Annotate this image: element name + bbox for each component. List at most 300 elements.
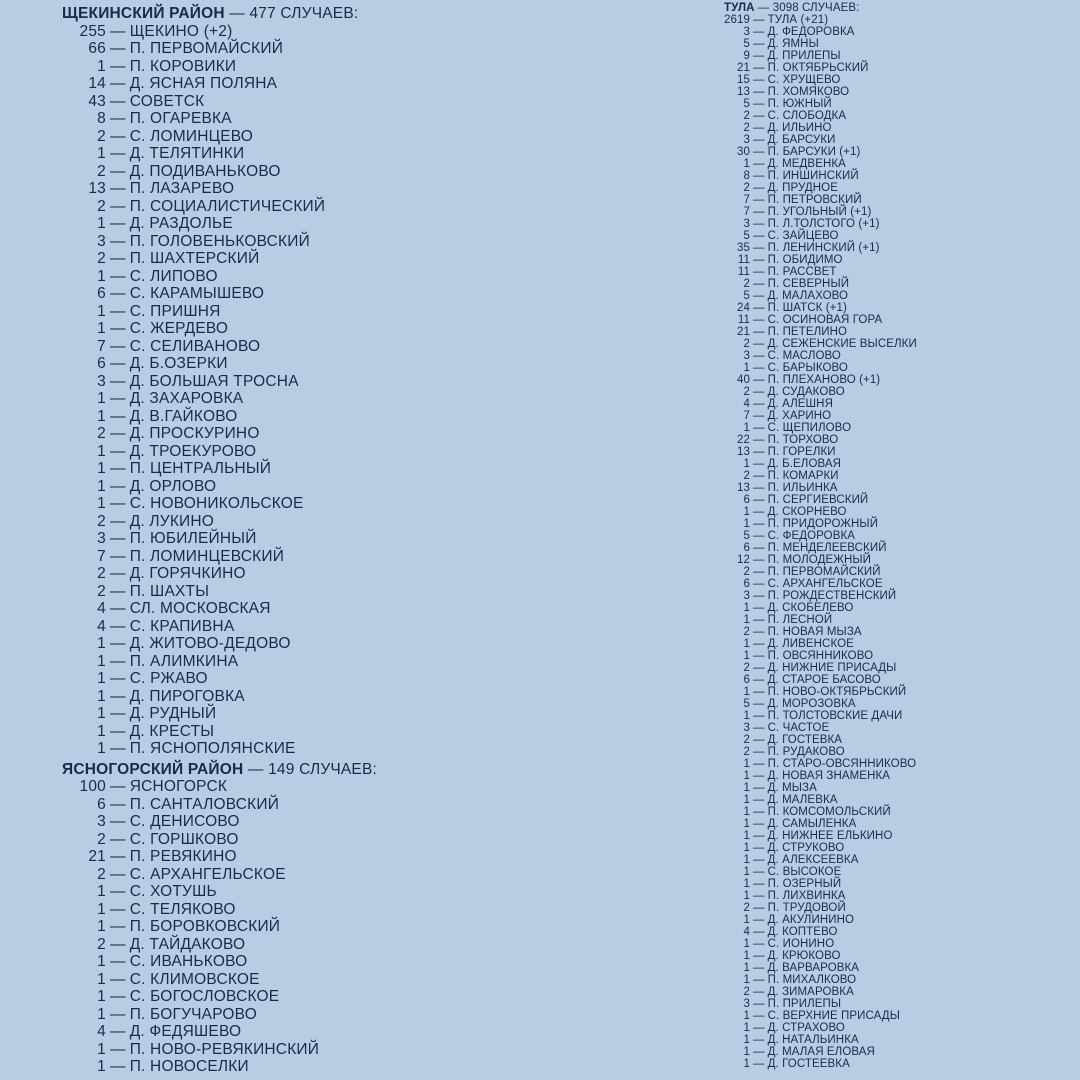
- locality-name: П. ОГАРЕВКА: [129, 110, 232, 127]
- list-item: [724, 86, 1074, 98]
- case-count: 6: [743, 494, 750, 506]
- dash-separator: —: [753, 182, 765, 194]
- dash-separator: —: [753, 866, 765, 878]
- case-count: 4: [97, 1023, 106, 1040]
- dash-separator: —: [753, 98, 765, 110]
- district-summary: — 3098 СЛУЧАЕВ:: [754, 2, 860, 14]
- case-count: 21: [737, 326, 750, 338]
- case-count: 2: [97, 582, 106, 600]
- dash-separator: —: [753, 650, 765, 662]
- list-item: [724, 938, 1074, 950]
- dash-separator: —: [110, 512, 126, 530]
- case-count: 1: [743, 1034, 750, 1046]
- case-count: 3: [743, 722, 750, 734]
- case-count: 1: [743, 1022, 750, 1034]
- case-count: 35: [737, 242, 750, 254]
- case-count: 1: [97, 495, 106, 512]
- dash-separator: —: [110, 865, 126, 883]
- case-count: 1: [743, 710, 750, 722]
- locality-name: Д. Б.ОЗЕРКИ: [129, 355, 228, 372]
- locality-name: П. ПЕРВОМАЙСКИЙ: [767, 566, 881, 578]
- dash-separator: —: [110, 57, 126, 75]
- dash-separator: —: [110, 425, 126, 442]
- case-count: 1: [743, 962, 750, 974]
- locality-name: ЩЕКИНО (+2): [129, 22, 233, 40]
- district-summary: — 477 СЛУЧАЕВ:: [224, 5, 359, 22]
- dash-separator: —: [753, 818, 765, 830]
- list-item: [724, 158, 1074, 170]
- case-count: 3: [743, 218, 750, 230]
- dash-separator: —: [110, 970, 126, 988]
- locality-name: Д. ЛУКИНО: [129, 512, 215, 530]
- locality-name: ТУЛА (+21): [767, 14, 829, 26]
- list-item: [62, 831, 602, 849]
- dash-separator: —: [753, 998, 765, 1010]
- locality-name: П. РАССВЕТ: [767, 266, 837, 278]
- dash-separator: —: [753, 422, 765, 434]
- list-item: [62, 390, 602, 408]
- locality-name: С. КАРАМЫШЕВО: [129, 285, 265, 302]
- case-count: 1: [97, 687, 106, 705]
- locality-name: Д. БОЛЬШАЯ ТРОСНА: [129, 372, 299, 390]
- locality-name: С. КРАПИВНА: [129, 617, 235, 635]
- case-count: 1: [743, 1058, 750, 1070]
- list-item: [724, 194, 1074, 206]
- list-item: [724, 302, 1074, 314]
- dash-separator: —: [753, 710, 765, 722]
- locality-name: П. СТАРО-ОВСЯННИКОВО: [767, 758, 917, 770]
- case-count: 1: [743, 878, 750, 890]
- locality-name: Д. МЫЗА: [767, 782, 817, 794]
- yasnogorsk-header: [62, 761, 602, 779]
- list-item: [724, 686, 1074, 698]
- case-count: 1: [97, 460, 106, 477]
- locality-name: С. СЛОБОДКА: [767, 110, 847, 122]
- district-title: ЯСНОГОРСКИЙ РАЙОН: [62, 760, 244, 778]
- list-item: [62, 478, 602, 496]
- list-item: [724, 326, 1074, 338]
- dash-separator: —: [753, 74, 765, 86]
- list-item: [62, 513, 602, 531]
- dash-separator: —: [753, 926, 765, 938]
- case-count: 3: [743, 134, 750, 146]
- dash-separator: —: [110, 127, 126, 145]
- locality-name: П. МИХАЛКОВО: [767, 974, 857, 986]
- dash-separator: —: [753, 590, 765, 602]
- list-item: [724, 206, 1074, 218]
- dash-separator: —: [753, 146, 765, 158]
- case-count: 1: [743, 974, 750, 986]
- case-count: 1: [97, 635, 106, 652]
- list-item: [62, 778, 602, 796]
- list-item: [724, 62, 1074, 74]
- dash-separator: —: [753, 830, 765, 842]
- case-count: 1: [97, 57, 106, 75]
- case-count: 1: [743, 866, 750, 878]
- dash-separator: —: [753, 470, 765, 482]
- case-count: 3: [97, 813, 106, 830]
- list-item: [724, 74, 1074, 86]
- case-count: 2: [743, 746, 750, 758]
- locality-name: Д. ВАРВАРОВКА: [767, 962, 860, 974]
- dash-separator: —: [110, 795, 126, 813]
- case-count: 14: [88, 75, 106, 92]
- list-item: [724, 278, 1074, 290]
- case-count: 1: [97, 740, 106, 757]
- right-column: [724, 2, 1074, 1070]
- locality-name: П. ЦЕНТРАЛЬНЫЙ: [129, 460, 272, 477]
- locality-name: П. НОВОСЕЛКИ: [129, 1058, 249, 1075]
- case-count: 6: [743, 578, 750, 590]
- list-item: [724, 122, 1074, 134]
- yasnogorsk-list: [62, 778, 602, 1076]
- list-item: [724, 434, 1074, 446]
- district-title: ЩЕКИНСКИЙ РАЙОН: [62, 5, 225, 22]
- list-item: [724, 374, 1074, 386]
- locality-name: П. ЯСНОПОЛЯНСКИЕ: [129, 740, 296, 757]
- locality-name: Д. ЗАХАРОВКА: [129, 390, 244, 407]
- dash-separator: —: [753, 902, 765, 914]
- list-item: [62, 495, 602, 513]
- case-count: 1: [97, 407, 106, 425]
- list-item: [62, 530, 602, 548]
- list-item: [724, 734, 1074, 746]
- case-count: 2: [743, 122, 750, 134]
- case-count: 1: [743, 770, 750, 782]
- list-item: [62, 128, 602, 146]
- dash-separator: —: [110, 477, 126, 495]
- list-item: [724, 50, 1074, 62]
- locality-name: Д. ФЕДОРОВКА: [767, 26, 855, 38]
- case-count: 12: [737, 554, 750, 566]
- dash-separator: —: [753, 122, 765, 134]
- list-item: [724, 110, 1074, 122]
- locality-name: Д. ЖИТОВО-ДЕДОВО: [129, 635, 291, 652]
- dash-separator: —: [110, 355, 126, 372]
- dash-separator: —: [753, 398, 765, 410]
- case-count: 13: [737, 86, 750, 98]
- dash-separator: —: [110, 337, 126, 355]
- dash-separator: —: [110, 547, 126, 565]
- locality-name: П. ТОРХОВО: [767, 434, 839, 446]
- list-item: [724, 794, 1074, 806]
- list-item: [62, 58, 602, 76]
- case-count: 4: [743, 398, 750, 410]
- locality-name: С. ИВАНЬКОВО: [129, 953, 248, 970]
- list-item: [724, 446, 1074, 458]
- locality-name: Д. МАЛАХОВО: [767, 290, 849, 302]
- locality-name: П. ТРУДОВОЙ: [767, 902, 846, 914]
- locality-name: Д. ПРОСКУРИНО: [129, 425, 260, 442]
- case-count: 3: [97, 530, 106, 547]
- locality-name: ЯСНОГОРСК: [129, 778, 228, 795]
- locality-name: Д. МАЛАЯ ЕЛОВАЯ: [767, 1046, 875, 1058]
- list-item: [62, 355, 602, 373]
- dash-separator: —: [753, 722, 765, 734]
- locality-name: Д. СУДАКОВО: [767, 386, 845, 398]
- case-count: 1: [743, 890, 750, 902]
- dash-separator: —: [110, 1040, 126, 1058]
- locality-name: С. БАРЫКОВО: [767, 362, 848, 374]
- dash-separator: —: [753, 674, 765, 686]
- locality-name: Д. СКОРНЕВО: [767, 506, 847, 518]
- dash-separator: —: [753, 566, 765, 578]
- dash-separator: —: [110, 390, 126, 407]
- dash-separator: —: [753, 362, 765, 374]
- locality-name: П. ГОРЕЛКИ: [767, 446, 836, 458]
- dash-separator: —: [110, 778, 126, 795]
- list-item: [62, 443, 602, 461]
- case-count: 6: [97, 795, 106, 813]
- locality-name: Д. ЯМНЫ: [767, 38, 819, 50]
- locality-name: Д. ГОСТЕЕВКА: [767, 1058, 850, 1070]
- locality-name: П. ТОЛСТОВСКИЕ ДАЧИ: [767, 710, 903, 722]
- case-count: 2: [743, 566, 750, 578]
- case-count: 1: [97, 267, 106, 285]
- dash-separator: —: [753, 26, 765, 38]
- list-item: [62, 971, 602, 989]
- list-item: [62, 320, 602, 338]
- list-item: [724, 218, 1074, 230]
- dash-separator: —: [110, 232, 126, 250]
- case-count: 1: [743, 818, 750, 830]
- list-item: [724, 578, 1074, 590]
- case-count: 1: [743, 758, 750, 770]
- list-item: [62, 848, 602, 866]
- locality-name: П. КОМСОМОЛЬСКИЙ: [767, 806, 891, 818]
- locality-name: Д. МАЛЕВКА: [767, 794, 838, 806]
- locality-name: П. ИЛЬИНКА: [767, 482, 838, 494]
- case-count: 13: [737, 482, 750, 494]
- case-count: 1: [743, 794, 750, 806]
- list-item: [62, 460, 602, 478]
- case-count: 3: [97, 232, 106, 250]
- locality-name: П. САНТАЛОВСКИЙ: [129, 795, 280, 813]
- dash-separator: —: [753, 638, 765, 650]
- locality-name: П. БОРОВКОВСКИЙ: [129, 918, 281, 935]
- locality-name: Д. Б.ЕЛОВАЯ: [767, 458, 842, 470]
- locality-name: П. ШАТСК (+1): [767, 302, 847, 314]
- list-item: [724, 314, 1074, 326]
- locality-name: П. ОЗЕРНЫЙ: [767, 878, 842, 890]
- list-item: [62, 918, 602, 936]
- list-item: [724, 842, 1074, 854]
- list-item: [62, 198, 602, 216]
- list-item: [724, 146, 1074, 158]
- case-count: 1: [97, 215, 106, 232]
- case-count: 5: [743, 38, 750, 50]
- list-item: [62, 93, 602, 111]
- list-item: [62, 233, 602, 251]
- case-count: 2: [743, 338, 750, 350]
- locality-name: Д. ФЕДЯШЕВО: [129, 1023, 242, 1040]
- dash-separator: —: [753, 482, 765, 494]
- locality-name: С. ГОРШКОВО: [129, 830, 239, 848]
- dash-separator: —: [110, 1023, 126, 1040]
- list-item: [724, 254, 1074, 266]
- case-count: 1: [743, 950, 750, 962]
- dash-separator: —: [110, 900, 126, 918]
- locality-name: П. ПЕТРОВСКИЙ: [767, 194, 862, 206]
- locality-name: С. ФЕДОРОВКА: [767, 530, 856, 542]
- list-item: [724, 14, 1074, 26]
- list-item: [724, 1010, 1074, 1022]
- locality-name: С. ЛОМИНЦЕВО: [129, 127, 254, 145]
- dash-separator: —: [753, 374, 765, 386]
- case-count: 1: [97, 970, 106, 988]
- dash-separator: —: [110, 285, 126, 302]
- locality-name: П. ШАХТЫ: [129, 582, 210, 600]
- case-count: 1: [97, 390, 106, 407]
- list-item: [724, 986, 1074, 998]
- case-count: 7: [97, 337, 106, 355]
- dash-separator: —: [110, 250, 126, 267]
- locality-name: П. СЕВЕРНЫЙ: [767, 278, 850, 290]
- dash-separator: —: [753, 770, 765, 782]
- list-item: [62, 425, 602, 443]
- locality-name: П. ПЛЕХАНОВО (+1): [767, 374, 881, 386]
- locality-name: С. ЩЕПИЛОВО: [767, 422, 852, 434]
- dash-separator: —: [753, 662, 765, 674]
- list-item: [62, 796, 602, 814]
- list-item: [724, 1058, 1074, 1070]
- list-item: [62, 670, 602, 688]
- locality-name: С. ТЕЛЯКОВО: [129, 900, 236, 918]
- locality-name: П. ЮЖНЫЙ: [767, 98, 832, 110]
- list-item: [724, 950, 1074, 962]
- locality-name: П. КОРОВИКИ: [129, 57, 237, 75]
- list-item: [62, 740, 602, 758]
- locality-name: Д. КРЕСТЫ: [129, 722, 215, 740]
- dash-separator: —: [753, 686, 765, 698]
- list-item: [724, 170, 1074, 182]
- dash-separator: —: [753, 314, 765, 326]
- dash-separator: —: [110, 617, 126, 635]
- case-count: 2619: [724, 14, 750, 26]
- case-count: 2: [97, 162, 106, 180]
- dash-separator: —: [753, 794, 765, 806]
- case-count: 1: [743, 458, 750, 470]
- dash-separator: —: [110, 988, 126, 1005]
- locality-name: С. СЕЛИВАНОВО: [129, 337, 261, 355]
- list-item: [724, 926, 1074, 938]
- case-count: 2: [743, 986, 750, 998]
- case-count: 1: [743, 806, 750, 818]
- case-count: 5: [743, 698, 750, 710]
- case-count: 1: [97, 145, 106, 162]
- locality-name: П. ЮБИЛЕЙНЫЙ: [129, 530, 257, 547]
- locality-name: С. БОГОСЛОВСКОЕ: [129, 988, 280, 1005]
- locality-name: Д. НАТАЛЬИНКА: [767, 1034, 859, 1046]
- list-item: [724, 962, 1074, 974]
- locality-name: Д. ЗИМАРОВКА: [767, 986, 854, 998]
- locality-name: П. НОВО-РЕВЯКИНСКИЙ: [129, 1040, 320, 1058]
- locality-name: С. ВЫСОКОЕ: [767, 866, 842, 878]
- list-item: [724, 26, 1074, 38]
- case-count: 1: [743, 1010, 750, 1022]
- list-item: [62, 883, 602, 901]
- case-count: 6: [743, 674, 750, 686]
- locality-name: Д. АКУЛИНИНО: [767, 914, 855, 926]
- dash-separator: —: [110, 1005, 126, 1023]
- list-item: [724, 458, 1074, 470]
- list-item: [62, 163, 602, 181]
- list-item: [62, 180, 602, 198]
- locality-name: Д. НИЖНЕЕ ЕЛЬКИНО: [767, 830, 893, 842]
- dash-separator: —: [110, 197, 126, 215]
- dash-separator: —: [753, 254, 765, 266]
- dash-separator: —: [110, 652, 126, 670]
- list-item: [724, 470, 1074, 482]
- case-count: 3: [97, 372, 106, 390]
- case-count: 1: [743, 158, 750, 170]
- list-item: [62, 653, 602, 671]
- list-item: [724, 494, 1074, 506]
- case-count: 1: [97, 1040, 106, 1058]
- list-item: [724, 902, 1074, 914]
- locality-name: П. ПЕРВОМАЙСКИЙ: [129, 40, 284, 57]
- dash-separator: —: [110, 813, 126, 830]
- dash-separator: —: [110, 848, 126, 865]
- locality-name: Д. В.ГАЙКОВО: [129, 407, 238, 425]
- dash-separator: —: [753, 698, 765, 710]
- locality-name: Д. МЕДВЕНКА: [767, 158, 846, 170]
- list-item: [62, 813, 602, 831]
- list-item: [724, 506, 1074, 518]
- dash-separator: —: [753, 974, 765, 986]
- case-count: 2: [97, 127, 106, 145]
- dash-separator: —: [753, 206, 765, 218]
- list-item: [724, 242, 1074, 254]
- dash-separator: —: [110, 372, 126, 390]
- dash-separator: —: [110, 302, 126, 320]
- list-item: [724, 914, 1074, 926]
- locality-name: П. ОБИДИМО: [767, 254, 843, 266]
- locality-name: П. СЕРГИЕВСКИЙ: [767, 494, 869, 506]
- district-title: ТУЛА: [724, 2, 755, 14]
- dash-separator: —: [753, 446, 765, 458]
- dash-separator: —: [753, 194, 765, 206]
- dash-separator: —: [110, 1058, 126, 1075]
- locality-name: С. ЖЕРДЕВО: [129, 320, 229, 337]
- list-item: [724, 854, 1074, 866]
- locality-name: Д. РУДНЫЙ: [129, 705, 217, 722]
- dash-separator: —: [753, 242, 765, 254]
- case-count: 1: [97, 320, 106, 337]
- list-item: [62, 705, 602, 723]
- list-item: [724, 974, 1074, 986]
- shchekino-list: [62, 23, 602, 758]
- list-item: [724, 482, 1074, 494]
- case-count: 2: [97, 197, 106, 215]
- list-item: [62, 988, 602, 1006]
- locality-name: С. ЛИПОВО: [129, 267, 218, 285]
- dash-separator: —: [753, 854, 765, 866]
- locality-name: П. СОЦИАЛИСТИЧЕСКИЙ: [129, 197, 326, 215]
- dash-separator: —: [110, 953, 126, 970]
- list-item: [724, 878, 1074, 890]
- list-item: [724, 698, 1074, 710]
- list-item: [724, 746, 1074, 758]
- case-count: 5: [743, 230, 750, 242]
- list-item: [724, 362, 1074, 374]
- list-item: [724, 38, 1074, 50]
- locality-name: П. ПЕТЕЛИНО: [767, 326, 848, 338]
- case-count: 6: [97, 285, 106, 302]
- list-item: [62, 936, 602, 954]
- case-count: 1: [743, 1046, 750, 1058]
- list-item: [62, 583, 602, 601]
